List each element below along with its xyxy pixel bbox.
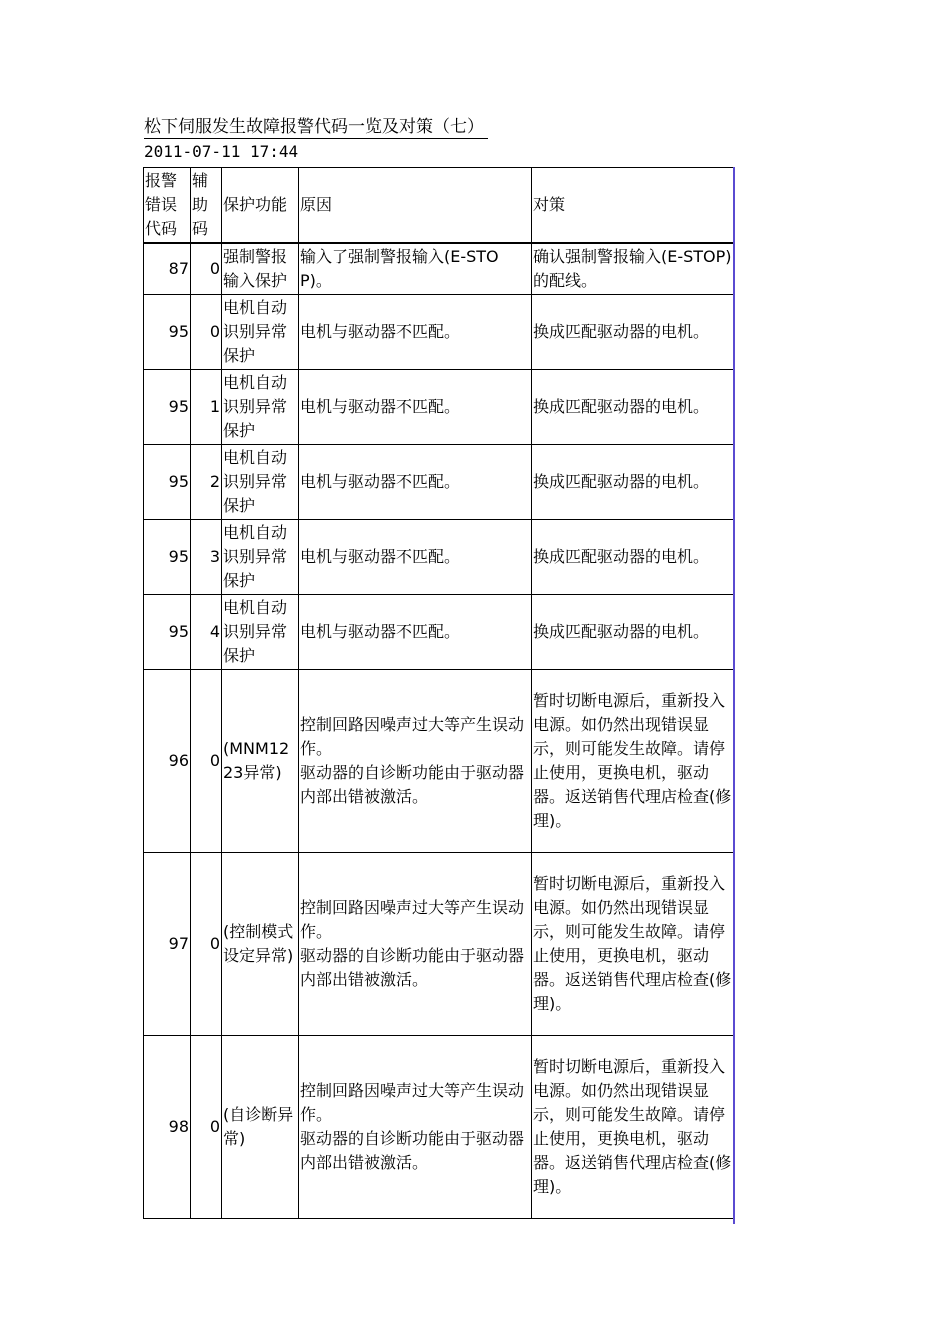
page-title: 松下伺服发生故障报警代码一览及对策（七） <box>144 116 488 139</box>
protection-function-cell: 强制警报输入保护 <box>222 243 299 294</box>
remedy-cell: 暂时切断电源后，重新投入电源。如仍然出现错误显示，则可能发生故障。请停止使用，更换电机，驱动器。返送销售代理店检查(修理)。 <box>532 852 734 1035</box>
col-header-sub-code: 辅助码 <box>191 168 222 244</box>
col-header-alarm-code: 报警错误代码 <box>144 168 191 244</box>
sub-code-cell: 0 <box>191 243 222 294</box>
cause-cell: 控制回路因噪声过大等产生误动作。 驱动器的自诊断功能由于驱动器内部出错被激活。 <box>299 852 532 1035</box>
table-row <box>144 594 734 669</box>
col-header-cause: 原因 <box>299 168 532 244</box>
alarm-code-cell: 96 <box>144 669 191 852</box>
table-row <box>144 669 734 852</box>
post-date: 2011-07-11 17:44 <box>144 142 299 161</box>
sub-code-cell: 0 <box>191 1035 222 1218</box>
protection-function-cell: 电机自动识别异常保护 <box>222 594 299 669</box>
table-row <box>144 444 734 519</box>
col-header-remedy: 对策 <box>532 168 734 244</box>
sub-code-cell: 4 <box>191 594 222 669</box>
remedy-cell: 确认强制警报输入(E-STOP)的配线。 <box>532 243 734 294</box>
alarm-code-cell: 87 <box>144 243 191 294</box>
table-header-row <box>144 168 734 244</box>
table-row <box>144 519 734 594</box>
cause-cell: 电机与驱动器不匹配。 <box>299 369 532 444</box>
remedy-cell: 换成匹配驱动器的电机。 <box>532 519 734 594</box>
sub-code-cell: 1 <box>191 369 222 444</box>
sub-code-cell: 3 <box>191 519 222 594</box>
remedy-cell: 换成匹配驱动器的电机。 <box>532 444 734 519</box>
alarm-code-cell: 95 <box>144 294 191 369</box>
cause-cell: 控制回路因噪声过大等产生误动作。 驱动器的自诊断功能由于驱动器内部出错被激活。 <box>299 669 532 852</box>
protection-function-cell: (控制模式设定异常) <box>222 852 299 1035</box>
cause-cell: 控制回路因噪声过大等产生误动作。 驱动器的自诊断功能由于驱动器内部出错被激活。 <box>299 1035 532 1218</box>
remedy-cell: 换成匹配驱动器的电机。 <box>532 369 734 444</box>
sub-code-cell: 0 <box>191 669 222 852</box>
alarm-code-cell: 95 <box>144 444 191 519</box>
alarm-code-cell: 97 <box>144 852 191 1035</box>
table-row <box>144 852 734 1035</box>
right-edge-divider <box>733 167 735 1224</box>
cause-cell: 电机与驱动器不匹配。 <box>299 519 532 594</box>
alarm-code-cell: 95 <box>144 594 191 669</box>
table-row <box>144 243 734 294</box>
col-header-protection-function: 保护功能 <box>222 168 299 244</box>
remedy-cell: 暂时切断电源后，重新投入电源。如仍然出现错误显示，则可能发生故障。请停止使用，更换电机，驱动器。返送销售代理店检查(修理)。 <box>532 1035 734 1218</box>
alarm-code-cell: 95 <box>144 519 191 594</box>
remedy-cell: 暂时切断电源后，重新投入电源。如仍然出现错误显示，则可能发生故障。请停止使用，更换电机，驱动器。返送销售代理店检查(修理)。 <box>532 669 734 852</box>
sub-code-cell: 0 <box>191 294 222 369</box>
cause-cell: 输入了强制警报输入(E-STOP)。 <box>299 243 532 294</box>
table-row <box>144 294 734 369</box>
protection-function-cell: (MNM1223异常) <box>222 669 299 852</box>
alarm-code-table <box>143 167 734 1219</box>
cause-cell: 电机与驱动器不匹配。 <box>299 294 532 369</box>
alarm-table-container <box>143 167 733 1219</box>
sub-code-cell: 0 <box>191 852 222 1035</box>
cause-cell: 电机与驱动器不匹配。 <box>299 594 532 669</box>
remedy-cell: 换成匹配驱动器的电机。 <box>532 594 734 669</box>
protection-function-cell: 电机自动识别异常保护 <box>222 444 299 519</box>
protection-function-cell: 电机自动识别异常保护 <box>222 519 299 594</box>
protection-function-cell: 电机自动识别异常保护 <box>222 294 299 369</box>
table-row <box>144 1035 734 1218</box>
alarm-code-cell: 98 <box>144 1035 191 1218</box>
sub-code-cell: 2 <box>191 444 222 519</box>
protection-function-cell: (自诊断异常) <box>222 1035 299 1218</box>
cause-cell: 电机与驱动器不匹配。 <box>299 444 532 519</box>
remedy-cell: 换成匹配驱动器的电机。 <box>532 294 734 369</box>
alarm-code-cell: 95 <box>144 369 191 444</box>
protection-function-cell: 电机自动识别异常保护 <box>222 369 299 444</box>
table-row <box>144 369 734 444</box>
